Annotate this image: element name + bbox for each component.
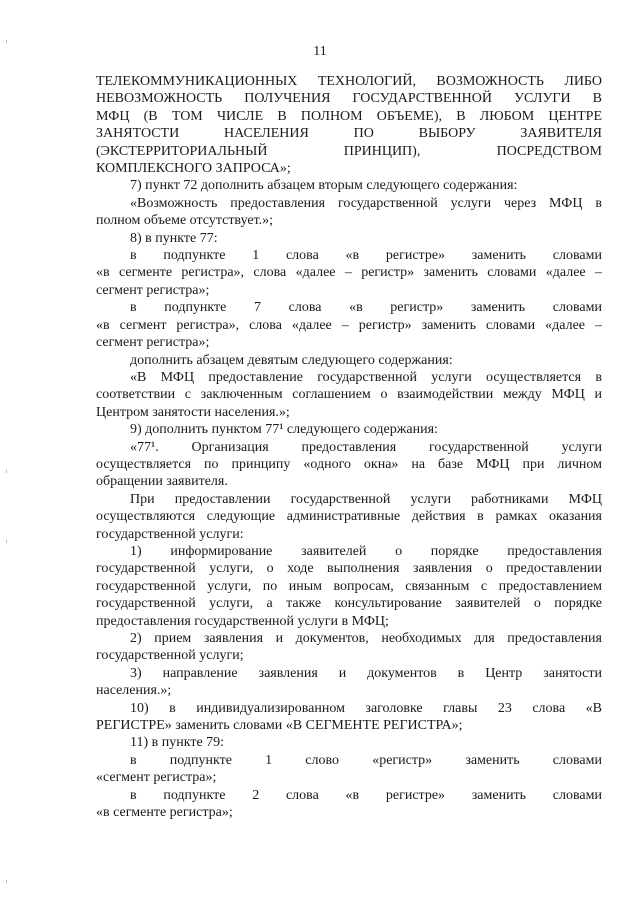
text-line: государственной услуги, по иным вопросам, связанным с предоставлением <box>96 578 602 594</box>
text-line: полном объеме отсутствует.»; <box>96 213 274 229</box>
text-line: ЗАНЯТОСТИ НАСЕЛЕНИЯ ПО ВЫБОРУ ЗАЯВИТЕЛЯ <box>96 126 602 142</box>
text-line: «в сегменте регистра»; <box>96 805 233 821</box>
text-line: «В МФЦ предоставление государственной услуги осуществляется в <box>130 369 602 385</box>
text-line: «в сегменте регистра», слова «далее – регистр» заменить словами «далее – <box>96 265 602 281</box>
text-line: дополнить абзацем девятым следующего содержания: <box>130 352 453 368</box>
text-line: Центром занятости населения.»; <box>96 404 290 420</box>
text-line: государственной услуги: <box>96 526 244 542</box>
text-line: «сегмент регистра»; <box>96 770 217 786</box>
text-line: в подпункте 1 слово «регистр» заменить словами <box>130 752 602 768</box>
text-line: (ЭКСТЕРРИТОРИАЛЬНЫЙ ПРИНЦИП), ПОСРЕДСТВОМ <box>96 143 602 159</box>
text-line: 2) прием заявления и документов, необходимых для предоставления <box>130 631 602 646</box>
margin-mark <box>6 470 7 473</box>
text-line: 7) пункт 72 дополнить абзацем вторым следующего содержания: <box>130 178 518 194</box>
text-line: предоставления государственной услуги в МФЦ; <box>96 613 389 629</box>
text-line: государственной услуги; <box>96 648 244 664</box>
text-line: 9) дополнить пунктом 77¹ следующего содержания: <box>130 422 438 438</box>
text-line: в подпункте 7 слова «в регистр» заменить словами <box>130 300 602 316</box>
margin-mark <box>6 880 7 883</box>
text-line: «Возможность предоставления государственной услуги через МФЦ в <box>130 195 602 211</box>
text-line: сегмент регистра»; <box>96 335 210 351</box>
text-line: в подпункте 2 слова «в регистре» заменить словами <box>130 787 602 803</box>
document-body <box>96 73 602 821</box>
text-line: 3) направление заявления и документов в Центр занятости <box>130 665 602 681</box>
text-line: обращении заявителя. <box>96 474 228 490</box>
page-number: 11 <box>313 44 327 59</box>
text-line: «в сегмент регистра», слова «далее – регистр» заменить словами «далее – <box>96 317 602 333</box>
text-line: КОМПЛЕКСНОГО ЗАПРОСА»; <box>96 161 291 177</box>
text-line: сегмент регистра»; <box>96 282 210 298</box>
margin-mark <box>6 40 7 43</box>
text-line: 8) в пункте 77: <box>130 230 218 246</box>
text-line: в подпункте 1 слова «в регистре» заменить словами <box>130 248 602 264</box>
text-line: государственной услуги, а также консультирование заявителей о порядке <box>96 596 602 612</box>
text-line: РЕГИСТРЕ» заменить словами «В СЕГМЕНТЕ РЕГИСТРА»; <box>96 718 463 734</box>
text-line: государственной услуги, о ходе выполнения заявления о предоставлении <box>96 561 602 577</box>
text-line: НЕВОЗМОЖНОСТЬ ПОЛУЧЕНИЯ ГОСУДАРСТВЕННОЙ УСЛУГИ В <box>96 91 602 107</box>
text-line: 1) информирование заявителей о порядке предоставления <box>130 543 602 559</box>
text-line: осуществляется по принципу «одного окна» на базе МФЦ при личном <box>96 456 602 472</box>
text-line: населения.»; <box>96 683 172 699</box>
text-line: 11) в пункте 79: <box>130 735 225 751</box>
text-line: соответствии с заключенным соглашением о взаимодействии между МФЦ и <box>96 387 602 403</box>
text-line: ТЕЛЕКОММУНИКАЦИОННЫХ ТЕХНОЛОГИЙ, ВОЗМОЖНОСТЬ ЛИБО <box>96 74 602 89</box>
text-line: При предоставлении государственной услуги работниками МФЦ <box>130 491 602 507</box>
text-line: осуществляются следующие административные действия в рамках оказания <box>96 509 602 525</box>
text-line: 10) в индивидуализированном заголовке главы 23 слова «В <box>130 700 602 716</box>
text-line: МФЦ (В ТОМ ЧИСЛЕ В ПОЛНОМ ОБЪЕМЕ), В ЛЮБОМ ЦЕНТРЕ <box>96 108 602 124</box>
text-line: «77¹. Организация предоставления государственной услуги <box>130 439 602 455</box>
margin-mark <box>6 540 7 543</box>
